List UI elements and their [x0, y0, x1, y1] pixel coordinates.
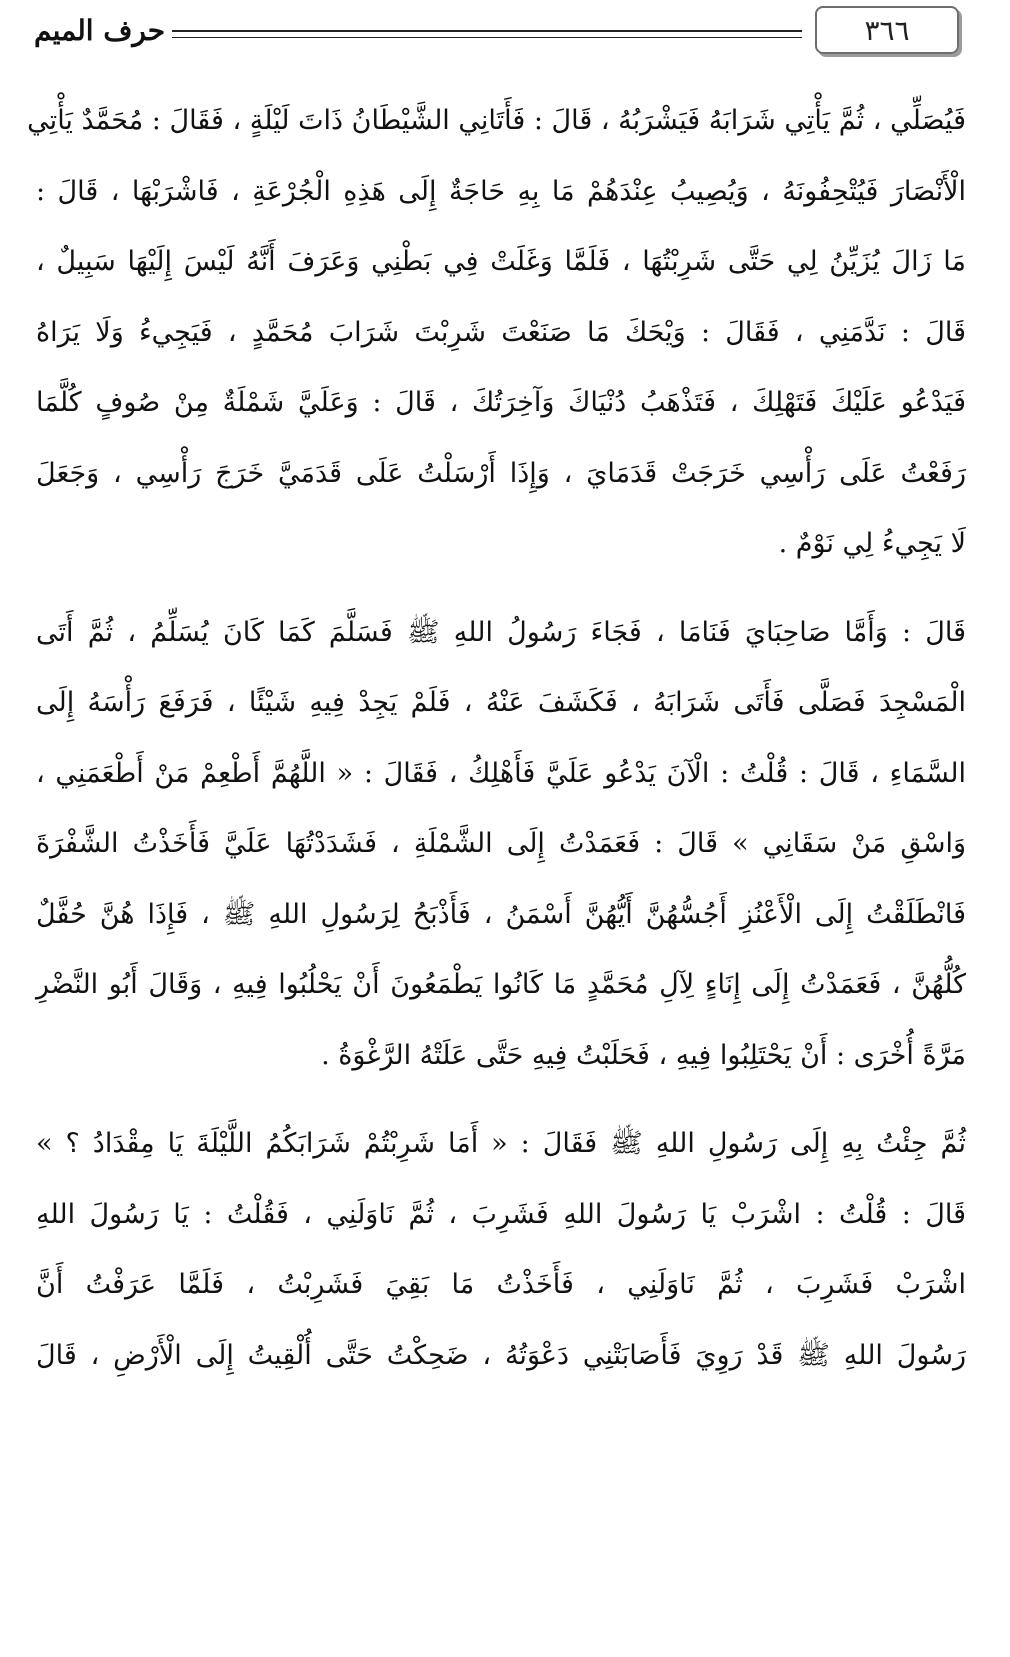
text-line: فَانْطَلَقْتُ إِلَى الْأَعْنُزِ أَجُسُّهُنَّ أَيُّهُنَّ أَسْمَنُ ، فَأَذْبَحُ لِرَسُولِ اللهِ ﷺ ، فَإِذَا هُنَّ حُفَّلٌ	[36, 898, 966, 930]
paragraph-1	[27, 86, 966, 580]
text-line: فَيُصَلِّي ، ثُمَّ يَأْتِي شَرَابَهُ فَيَشْرَبُهُ ، قَالَ : فَأَتَانِي الشَّيْطَانُ ذَاتَ لَيْلَةٍ ، فَقَالَ : مُحَمَّدٌ يَأْتِي	[27, 105, 966, 136]
text-line: اشْرَبْ فَشَرِبَ ، ثُمَّ نَاوَلَنِي ، فَأَخَذْتُ مَا بَقِيَ فَشَرِبْتُ ، فَلَمَّا عَرَفْتُ أَنَّ	[36, 1269, 966, 1300]
paragraph-gap	[36, 580, 966, 598]
text-line: قَالَ : قُلْتُ : اشْرَبْ يَا رَسُولَ اللهِ فَشَرِبَ ، ثُمَّ نَاوَلَنِي ، فَقُلْتُ : يَا رَسُولَ اللهِ	[36, 1198, 966, 1230]
text-line: فَيَدْعُو عَلَيْكَ فَتَهْلِكَ ، فَتَذْهَبُ دُنْيَاكَ وَآخِرَتُكَ ، قَالَ : وَعَلَيَّ شَمْلَةٌ مِنْ صُوفٍ كُلَّمَا	[36, 387, 966, 418]
page-body	[27, 86, 966, 1391]
chapter-title: حرف الميم	[34, 14, 166, 47]
paragraph-2	[36, 598, 966, 1092]
paragraph-gap	[36, 1091, 966, 1109]
text-line: مَا زَالَ يُزَيِّنُ لِي حَتَّى شَرِبْتُهَا ، فَلَمَّا وَغَلَتْ فِي بَطْنِي وَعَرَفَ أَنَّهُ لَيْسَ إِلَيْهَا سَبِيلٌ ،	[36, 246, 966, 277]
text-line: قَالَ : وَأَمَّا صَاحِبَايَ فَنَامَا ، فَجَاءَ رَسُولُ اللهِ ﷺ فَسَلَّمَ كَمَا كَانَ يُسَلِّمُ ، ثُمَّ أَتَى	[36, 616, 966, 648]
text-line: رَفَعْتُ عَلَى رَأْسِي خَرَجَتْ قَدَمَايَ ، وَإِذَا أَرْسَلْتُ عَلَى قَدَمَيَّ خَرَجَ رَأْسِي ، وَجَعَلَ	[36, 457, 966, 489]
text-line: مَرَّةً أُخْرَى : أَنْ يَحْتَلِبُوا فِيهِ ، فَحَلَبْتُ فِيهِ حَتَّى عَلَتْهُ الرَّغْوَةُ .	[321, 1039, 966, 1071]
paragraph-3	[36, 1109, 966, 1391]
text-line: ثُمَّ جِئْتُ بِهِ إِلَى رَسُولِ اللهِ ﷺ فَقَالَ : « أَمَا شَرِبْتُمْ شَرَابَكُمُ اللَّيْلَةَ يَا مِقْدَادُ ؟ »	[36, 1128, 966, 1159]
text-line: لَا يَجِيءُ لِي نَوْمٌ .	[778, 528, 966, 559]
text-line: قَالَ : نَدَّمَنِي ، فَقَالَ : وَيْحَكَ مَا صَنَعْتَ شَرِبْتَ شَرَابَ مُحَمَّدٍ ، فَيَجِيءُ وَلَا يَرَاهُ	[36, 316, 966, 348]
header-rule	[172, 30, 802, 32]
text-line: الْمَسْجِدَ فَصَلَّى فَأَتَى شَرَابَهُ ، فَكَشَفَ عَنْهُ ، فَلَمْ يَجِدْ فِيهِ شَيْئًا ، فَرَفَعَ رَأْسَهُ إِلَى	[36, 687, 966, 718]
text-line: وَاسْقِ مَنْ سَقَانِي » قَالَ : فَعَمَدْتُ إِلَى الشَّمْلَةِ ، فَشَدَدْتُهَا عَلَيَّ فَأَخَذْتُ الشَّفْرَةَ	[36, 828, 966, 859]
header-rule-thin	[172, 37, 802, 38]
text-line: كُلُّهُنَّ ، فَعَمَدْتُ إِلَى إِنَاءٍ لِآلِ مُحَمَّدٍ مَا كَانُوا يَطْمَعُونَ أَنْ يَحْلُبُوا فِيهِ ، وَقَالَ أَبُو النَّضْرِ	[36, 969, 966, 1000]
text-line: رَسُولَ اللهِ ﷺ قَدْ رَوِيَ فَأَصَابَتْنِي دَعْوَتُهُ ، ضَحِكْتُ حَتَّى أُلْقِيتُ إِلَى الْأَرْضِ ، قَالَ	[36, 1339, 966, 1371]
text-line: الْأَنْصَارَ فَيُتْحِفُونَهُ ، وَيُصِيبُ عِنْدَهُمْ مَا بِهِ حَاجَةٌ إِلَى هَذِهِ الْجُرْعَةِ ، فَاشْرَبْهَا ، قَالَ :	[36, 175, 966, 207]
page-number: ٣٦٦	[815, 6, 959, 54]
text-line: السَّمَاءِ ، قَالَ : قُلْتُ : الْآنَ يَدْعُو عَلَيَّ فَأَهْلِكُ ، فَقَالَ : « اللَّهُمَّ أَطْعِمْ مَنْ أَطْعَمَنِي ،	[36, 757, 966, 789]
